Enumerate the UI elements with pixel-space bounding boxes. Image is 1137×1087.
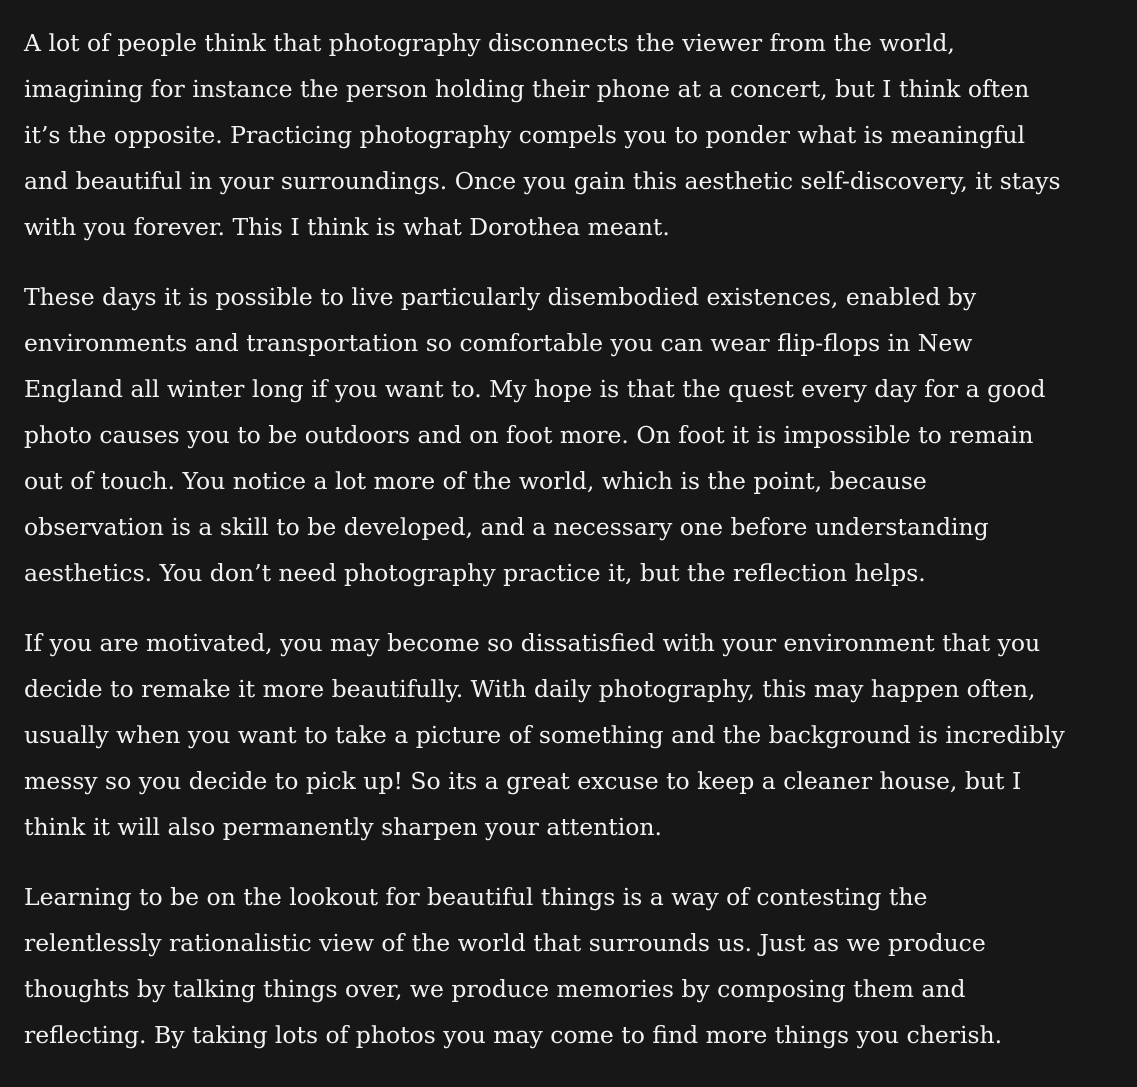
paragraph-3 [24, 620, 1137, 850]
text-line: observation is a skill to be developed, and a necessary one before understanding [24, 513, 989, 541]
text-line: England all winter long if you want to. My hope is that the quest every day for a good [24, 375, 1046, 403]
text-line: imagining for instance the person holding their phone at a concert, but I think often [24, 75, 1030, 103]
text-line: aesthetics. You don’t need photography practice it, but the reflection helps. [24, 559, 926, 587]
text-line: messy so you decide to pick up! So its a great excuse to keep a cleaner house, but I [24, 767, 1022, 795]
text-line: it’s the opposite. Practicing photography compels you to ponder what is meaningful [24, 121, 1026, 149]
text-line: A lot of people think that photography disconnects the viewer from the world, [24, 29, 955, 57]
text-line: relentlessly rationalistic view of the world that surrounds us. Just as we produce [24, 929, 986, 957]
paragraph-4 [24, 874, 1137, 1058]
text-line: These days it is possible to live particularly disembodied existences, enabled by [24, 283, 977, 311]
text-line: and beautiful in your surroundings. Once you gain this aesthetic self-discovery, it stays [24, 167, 1061, 195]
text-line: photo causes you to be outdoors and on foot more. On foot it is impossible to remain [24, 421, 1034, 449]
text-line: think it will also permanently sharpen your attention. [24, 813, 662, 841]
paragraph-1 [24, 20, 1137, 250]
text-line: decide to remake it more beautifully. With daily photography, this may happen often, [24, 675, 1036, 703]
text-line: If you are motivated, you may become so dissatisfied with your environment that you [24, 629, 1041, 657]
text-line: reflecting. By taking lots of photos you may come to find more things you cherish. [24, 1021, 1003, 1049]
text-line: Learning to be on the lookout for beautiful things is a way of contesting the [24, 883, 928, 911]
text-line: with you forever. This I think is what Dorothea meant. [24, 213, 670, 241]
text-line: thoughts by talking things over, we produce memories by composing them and [24, 975, 966, 1003]
text-line: out of touch. You notice a lot more of the world, which is the point, because [24, 467, 927, 495]
text-line: environments and transportation so comfortable you can wear flip-flops in New [24, 329, 973, 357]
text-line: usually when you want to take a picture of something and the background is incredibly [24, 721, 1065, 749]
paragraph-2 [24, 274, 1137, 596]
